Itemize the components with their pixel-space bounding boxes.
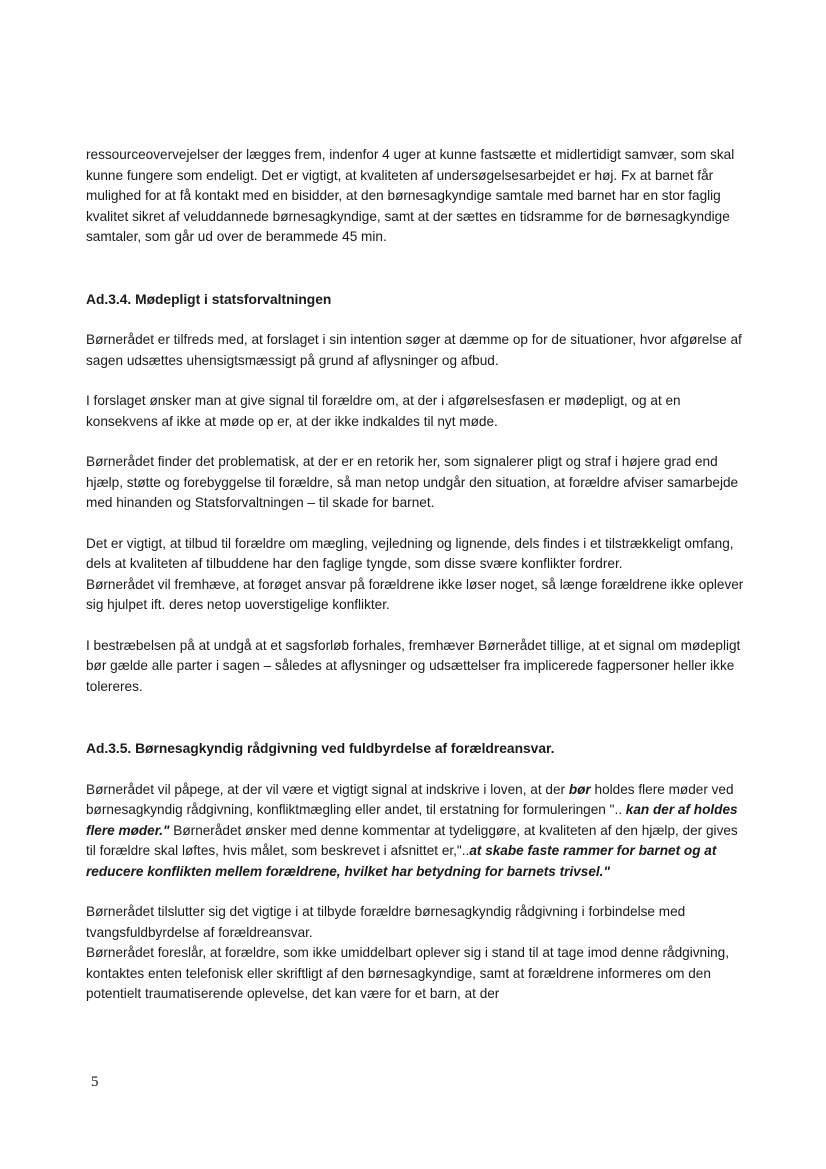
paragraph-3-4-1: Børnerådet er tilfreds med, at forslaget i sin intention søger at dæmme op for de situationer, hvor afgørelse af sagen udsættes uhensigtsmæssigt på grund af aflysninger og afbud. bbox=[86, 332, 742, 368]
paragraph-3-4-5: I bestræbelsen på at undgå at et sagsforløb forhales, fremhæver Børnerådet tillige, at et signal om mødepligt bør gælde alle parter i sagen – således at aflysninger og udsættelser fra implicerede fagpersoner heller ikke tolereres. bbox=[86, 637, 741, 694]
paragraph-3-5-2b: Børnerådet foreslår, at forældre, som ikke umiddelbart oplever sig i stand til at tage imod denne rådgivning, kontaktes enten telefonisk eller skriftligt af den børnesagkyndige, samt at forældrene informeres om den potentielt traumatiserende oplevelse, det kan være for et barn, at der bbox=[86, 945, 730, 1001]
paragraph-intro: ressourceovervejelser der lægges frem, indenfor 4 uger at kunne fastsætte et midlertidigt samvær, som skal kunne fungere som endeligt. Det er vigtigt, at kvaliteten af undersøgelsesarbejdet er høj. Fx at barnet får mulighed for at få kontakt med en bisidder, at den børnesagkyndige samtale med barnet har en stor faglig kvalitet sikret af veluddannede børnesagkyndige, samt at der sættes en tidsramme for de børnesagkyndige samtaler, som går ud over de berammede 45 min. bbox=[86, 147, 735, 244]
paragraph-3-4-4a: Det er vigtigt, at tilbud til forældre om mægling, vejledning og lignende, dels findes i et tilstrækkeligt omfang, dels at kvaliteten af tilbuddene har den faglige tyngde, som disse svære konflikter fordrer. bbox=[86, 535, 734, 571]
paragraph-3-4-2: I forslaget ønsker man at give signal til forældre om, at der i afgørelsesfasen er mødepligt, og at en konsekvens af ikke at møde op er, at der ikke indkaldes til nyt møde. bbox=[86, 393, 681, 429]
document-body bbox=[86, 145, 746, 1025]
emphasis-boer: bør bbox=[568, 781, 591, 797]
page-number: 5 bbox=[91, 1074, 99, 1090]
emphasis-quote-rammer: at skabe faste rammer for barnet og at reducere konflikten mellem forældrene, hvilket har betydning for barnets trivsel." bbox=[86, 843, 717, 879]
paragraph-3-4-3: Børnerådet finder det problematisk, at der er en retorik her, som signalerer pligt og straf i højere grad end hjælp, støtte og forebyggelse til forældre, så man netop undgår den situation, at forældre afviser samarbejde med hinanden og Statsforvaltningen – til skade for barnet. bbox=[86, 454, 739, 510]
heading-section-3-4: Ad.3.4. Mødepligt i statsforvaltningen bbox=[86, 291, 332, 307]
paragraph-3-5-1: Børnerådet vil påpege, at der vil være et vigtigt signal at indskrive i loven, at der bør holdes flere møder ved børnesagkyndig rådgivning, konfliktmægling eller andet, til erstatning for formuleringen ".. kan der af holdes flere møder." Børnerådet ønsker med denne kommentar at tydeliggøre, at kvaliteten af den hjælp, der gives til forældre skal løftes, hvis målet, som beskrevet i afsnittet er,"..at skabe faste rammer for barnet og at reducere konflikten mellem forældrene, hvilket har betydning for barnets trivsel." bbox=[86, 781, 738, 879]
paragraph-3-4-4b: Børnerådet vil fremhæve, at forøget ansvar på forældrene ikke løser noget, så længe forældrene ikke oplever sig hjulpet ift. deres netop uoverstigelige konflikter. bbox=[86, 576, 744, 612]
heading-section-3-5: Ad.3.5. Børnesagkyndig rådgivning ved fuldbyrdelse af forældreansvar. bbox=[86, 741, 555, 756]
emphasis-quote-kan: kan der af holdes flere møder." bbox=[86, 802, 738, 838]
paragraph-3-5-2a: Børnerådet tilslutter sig det vigtige i at tilbyde forældre børnesagkyndig rådgivning i forbindelse med tvangsfuldbyrdelse af forældreansvar. bbox=[86, 904, 686, 940]
